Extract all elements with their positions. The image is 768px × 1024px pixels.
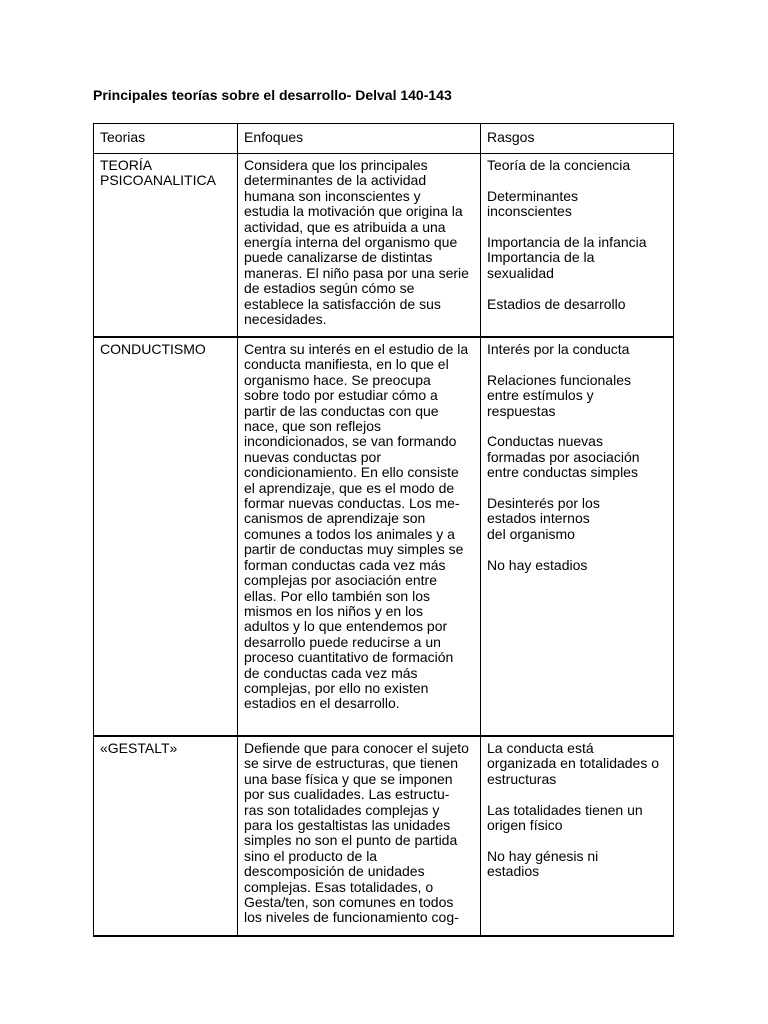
approach-cell xyxy=(238,736,481,936)
table-row xyxy=(94,154,674,338)
header-cell-rasgos: Rasgos xyxy=(481,124,674,154)
theory-name: TEORÍA PSICOANALITICA xyxy=(100,157,216,189)
theory-cell xyxy=(94,337,238,736)
approach-text: Considera que los principales determinantes de la actividad humana son inconscientes y estudia la motivación que origina la actividad, que es atribuida a una energía interna del organismo que puede canalizarse de distintas maneras. El niño pasa por una serie de estadios según cómo se establece la satisfacción de sus necesidades. xyxy=(244,157,469,328)
trait-item: Las totalidades tienen un origen físico xyxy=(487,801,643,834)
trait-item: No hay génesis ni estadios xyxy=(487,847,599,880)
trait-item: Interés por la conducta xyxy=(487,341,630,357)
table-row xyxy=(94,736,674,936)
approach-text: Defiende que para conocer el sujeto se sirve de estructuras, que tienen una base física y que se imponen por sus cualidades. Las estructu- ras son totalidades complejas y para los gestaltistas las unidades simples no son el punto de partida sino el producto de la descomposición de unidades complejas. Esas totalidades, o Gesta/ten, son comunes en todos los niveles de funcionamiento cog- xyxy=(244,740,469,926)
trait-item: Determinantes inconscientes xyxy=(487,187,579,220)
header-cell-enfoques: Enfoques xyxy=(238,124,481,154)
approach-cell xyxy=(238,337,481,736)
traits-cell xyxy=(481,337,674,736)
trait-item: Estadios de desarrollo xyxy=(487,295,626,312)
trait-item: Relaciones funcionales entre estímulos y respuestas xyxy=(487,371,631,419)
trait-item: Desinterés por los estados internos del organismo xyxy=(487,495,600,542)
theory-cell xyxy=(94,736,238,936)
traits-cell xyxy=(481,154,674,338)
trait-item: Importancia de la infancia Importancia de la sexualidad xyxy=(487,234,647,281)
theory-name: CONDUCTISMO xyxy=(100,341,206,357)
theories-table xyxy=(93,123,674,937)
table-row xyxy=(94,337,674,736)
traits-cell xyxy=(481,736,674,936)
trait-item: Conductas nuevas formadas por asociación entre conductas simples xyxy=(487,433,640,481)
approach-cell xyxy=(238,154,481,338)
trait-item: Teoría de la conciencia xyxy=(487,157,631,173)
theory-cell xyxy=(94,154,238,338)
page-title: Principales teorías sobre el desarrollo- Delval 140-143 xyxy=(93,87,452,103)
theory-name: «GESTALT» xyxy=(100,740,178,756)
approach-text: Centra su interés en el estudio de la conducta manifiesta, en lo que el organismo hace. Se preocupa sobre todo por estudiar cómo a partir de las conductas con que nace, que son reflejos incondicionados, se van formando nuevas conductas por condicionamiento. En ello consiste el aprendizaje, que es el modo de formar nuevas conductas. Los me- canismos de aprendizaje son comunes a todos los animales y a partir de conductas muy simples se forman conductas cada vez más complejas por asociación entre ellas. Por ello también son los mismos en los niños y en los adultos y lo que entendemos por desarrollo puede reducirse a un proceso cuantitativo de formación de conductas cada vez más complejas, por ello no existen estadios en el desarrollo. xyxy=(244,341,469,712)
header-cell-teorias: Teorias xyxy=(94,124,238,154)
table-header-row xyxy=(94,124,674,154)
trait-item: La conducta está organizada en totalidades o estructuras xyxy=(487,740,660,787)
trait-item: No hay estadios xyxy=(487,556,588,573)
